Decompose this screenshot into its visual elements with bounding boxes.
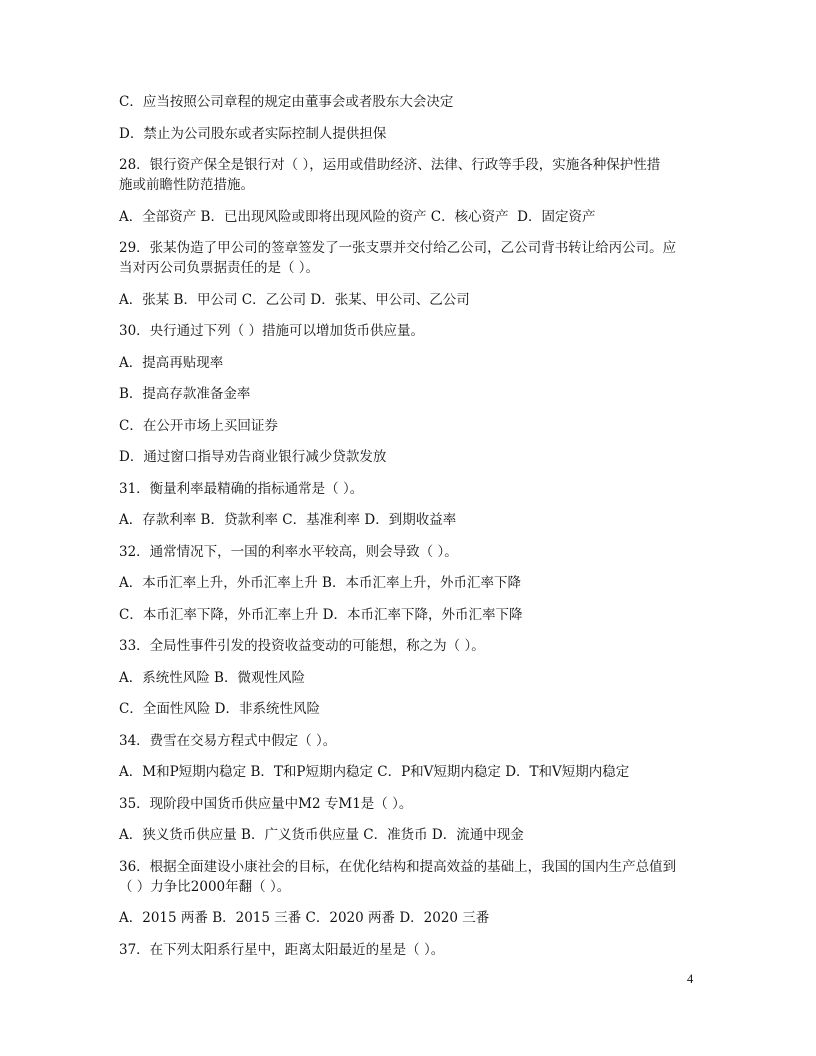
question-30-option-a: A．提高再贴现率 [119,354,224,371]
question-33-options-ab: A．系统性风险 B．微观性风险 [119,669,305,686]
question-30: 30．央行通过下列（ ）措施可以增加货币供应量。 [119,323,424,339]
question-36-options: A．2015 两番 B．2015 三番 C．2020 两番 D．2020 三番 [119,910,490,926]
page-number: 4 [687,972,694,986]
question-35: 35．现阶段中国货币供应量中M2 专M1是（ ）。 [119,795,413,812]
document-body [119,92,701,971]
question-29: 29．张某伪造了甲公司的签章签发了一张支票并交付给乙公司，乙公司背书转让给丙公司。应 当对丙公司负票据责任的是（ ）。 [119,240,677,276]
question-33-options-cd: C．全面性风险 D．非系统性风险 [119,701,320,717]
question-33: 33．全局性事件引发的投资收益变动的可能想，称之为（ ）。 [119,638,485,654]
question-28: 28．银行资产保全是银行对（ ），运用或借助经济、法律、行政等手段，实施各种保护性措 施或前瞻性防范措施。 [119,157,661,193]
question-31: 31．衡量利率最精确的指标通常是（ ）。 [119,480,364,497]
question-28-options: A．全部资产 B．已出现风险或即将出现风险的资产 C．核心资产 D．固定资产 [119,208,596,225]
question-34-options: A．M和P短期内稳定 B．T和P短期内稳定 C．P和V短期内稳定 D．T和V短期内稳定 [119,764,630,780]
question-34: 34．费雪在交易方程式中假定（ ）。 [119,732,337,749]
question-37: 37．在下列太阳系行星中，距离太阳最近的星是（ ）。 [119,941,445,958]
question-32-options-cd: C．本币汇率下降，外币汇率上升 D．本币汇率下降，外币汇率下降 [119,606,523,623]
question-32: 32．通常情况下，一国的利率水平较高，则会导致（ ）。 [119,543,458,560]
option-d-line: D．禁止为公司股东或者实际控制人提供担保 [119,125,387,142]
question-31-options: A．存款利率 B．贷款利率 C．基准利率 D．到期收益率 [119,512,457,528]
question-32-options-ab: A．本币汇率上升，外币汇率上升 B．本币汇率上升，外币汇率下降 [119,575,521,591]
question-36: 36．根据全面建设小康社会的目标，在优化结构和提高效益的基础上，我国的国内生产总值到 （ ）力争比2000年翻（ ）。 [119,858,677,895]
question-30-option-b: B．提高存款准备金率 [119,386,251,402]
question-30-option-d: D．通过窗口指导劝告商业银行减少贷款发放 [119,449,387,465]
question-35-options: A．狭义货币供应量 B．广义货币供应量 C．准货币 D．流通中现金 [119,827,524,843]
option-c-line: C．应当按照公司章程的规定由董事会或者股东大会决定 [119,94,454,110]
question-30-option-c: C．在公开市场上买回证券 [119,417,278,434]
question-29-options: A．张某 B．甲公司 C．乙公司 D．张某、甲公司、乙公司 [119,291,470,308]
